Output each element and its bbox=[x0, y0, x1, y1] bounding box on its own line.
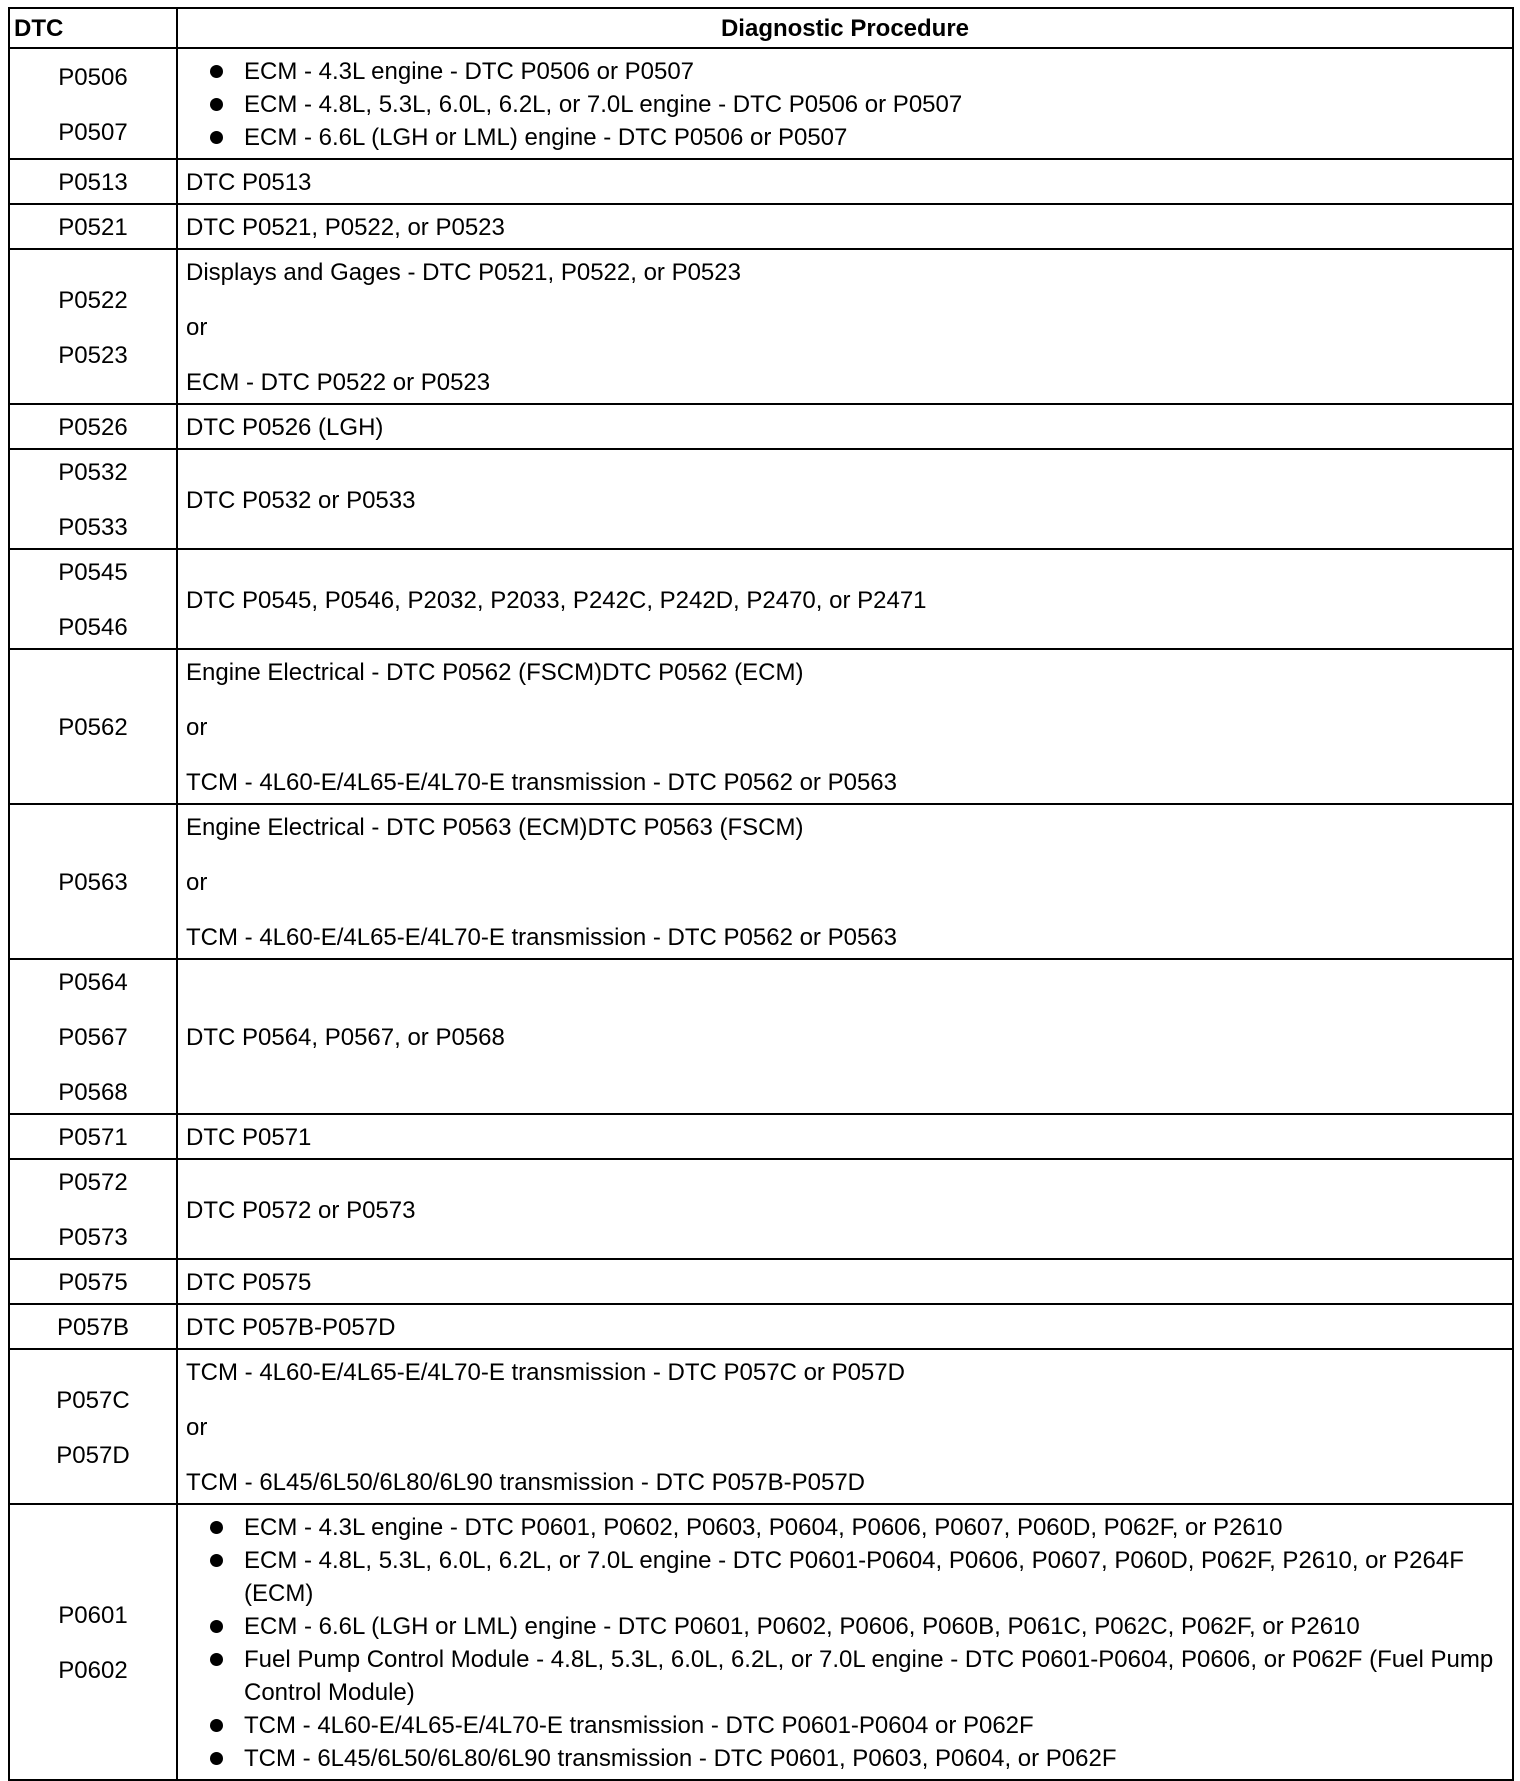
dtc-cell bbox=[9, 1259, 177, 1304]
procedure-line: DTC P0513 bbox=[186, 169, 312, 196]
procedure-bullet-item: TCM - 6L45/6L50/6L80/6L90 transmission - DTC P0601, P0603, P0604, or P062F bbox=[186, 1742, 1504, 1775]
dtc-cell bbox=[9, 1349, 177, 1504]
dtc-cell bbox=[9, 48, 177, 159]
line-gap bbox=[186, 344, 1504, 366]
dtc-code: P057C bbox=[56, 1386, 130, 1414]
dtc-cell bbox=[9, 1114, 177, 1159]
dtc-code: P0532 bbox=[58, 459, 128, 486]
line-gap bbox=[186, 289, 1504, 311]
table-row bbox=[9, 1159, 1513, 1259]
dtc-cell bbox=[9, 549, 177, 649]
dtc-code: P0513 bbox=[58, 169, 128, 196]
procedure-line: Displays and Gages - DTC P0521, P0522, or P0523 bbox=[186, 259, 741, 286]
procedure-cell bbox=[177, 249, 1513, 404]
dtc-code: P0526 bbox=[58, 414, 128, 441]
dtc-code: P0575 bbox=[58, 1269, 128, 1296]
procedure-bullet-item: ECM - 4.3L engine - DTC P0601, P0602, P0603, P0604, P0606, P0607, P060D, P062F, or P2610 bbox=[186, 1511, 1504, 1544]
dtc-code: P0563 bbox=[58, 869, 128, 896]
procedure-bullet-item: ECM - 6.6L (LGH or LML) engine - DTC P0601, P0602, P0606, P060B, P061C, P062C, P062F, or P2610 bbox=[186, 1610, 1504, 1643]
dtc-code: P0571 bbox=[58, 1124, 128, 1151]
dtc-code: P0521 bbox=[58, 214, 128, 241]
procedure-cell bbox=[177, 1504, 1513, 1780]
dtc-code: P0506 bbox=[58, 63, 128, 91]
procedure-line: DTC P0545, P0546, P2032, P2033, P242C, P242D, P2470, or P2471 bbox=[186, 586, 927, 614]
table-row bbox=[9, 549, 1513, 649]
procedure-cell bbox=[177, 804, 1513, 959]
table-row bbox=[9, 449, 1513, 549]
dtc-code: P0545 bbox=[58, 559, 128, 586]
procedure-line: DTC P057B-P057D bbox=[186, 1314, 396, 1341]
table-row bbox=[9, 959, 1513, 1114]
table-row bbox=[9, 1114, 1513, 1159]
procedure-line: TCM - 4L60-E/4L65-E/4L70-E transmission - DTC P0562 or P0563 bbox=[186, 924, 897, 951]
table-row bbox=[9, 48, 1513, 159]
procedure-line: Engine Electrical - DTC P0562 (FSCM)DTC P0562 (ECM) bbox=[186, 659, 804, 686]
dtc-cell bbox=[9, 959, 177, 1114]
procedure-line: DTC P0526 (LGH) bbox=[186, 414, 384, 441]
dtc-cell bbox=[9, 1159, 177, 1259]
dtc-code: P0567 bbox=[58, 1024, 128, 1051]
procedure-line: DTC P0564, P0567, or P0568 bbox=[186, 1024, 505, 1051]
procedure-cell bbox=[177, 649, 1513, 804]
line-gap bbox=[186, 689, 1504, 711]
table-row bbox=[9, 204, 1513, 249]
procedure-or-separator: or bbox=[186, 869, 208, 896]
dtc-code: P0522 bbox=[58, 286, 128, 314]
line-gap bbox=[186, 899, 1504, 921]
procedure-line: Engine Electrical - DTC P0563 (ECM)DTC P0563 (FSCM) bbox=[186, 814, 804, 841]
dtc-code: P057B bbox=[56, 1314, 130, 1341]
procedure-bullet-item: TCM - 4L60-E/4L65-E/4L70-E transmission - DTC P0601-P0604 or P062F bbox=[186, 1709, 1504, 1742]
dtc-cell bbox=[9, 204, 177, 249]
procedure-cell bbox=[177, 48, 1513, 159]
procedure-or-separator: or bbox=[186, 714, 208, 741]
line-gap bbox=[186, 844, 1504, 866]
dtc-code: P0564 bbox=[58, 969, 128, 996]
procedure-cell bbox=[177, 1349, 1513, 1504]
procedure-line: TCM - 4L60-E/4L65-E/4L70-E transmission - DTC P057C or P057D bbox=[186, 1359, 905, 1386]
dtc-cell bbox=[9, 404, 177, 449]
procedure-bullet-item: ECM - 4.3L engine - DTC P0506 or P0507 bbox=[186, 55, 1504, 88]
dtc-code: P057D bbox=[56, 1441, 130, 1469]
procedure-bullet-item: ECM - 4.8L, 5.3L, 6.0L, 6.2L, or 7.0L engine - DTC P0601-P0604, P0606, P0607, P060D, P062F, P2610, or P264F (ECM) bbox=[186, 1544, 1504, 1610]
procedure-line: ECM - DTC P0522 or P0523 bbox=[186, 369, 491, 396]
procedure-cell bbox=[177, 1259, 1513, 1304]
procedure-cell bbox=[177, 959, 1513, 1114]
dtc-code: P0572 bbox=[58, 1169, 128, 1196]
dtc-table bbox=[8, 7, 1514, 1781]
dtc-code: P0507 bbox=[58, 118, 128, 146]
dtc-cell bbox=[9, 649, 177, 804]
table-row bbox=[9, 1504, 1513, 1780]
line-gap bbox=[186, 1444, 1504, 1466]
table-row bbox=[9, 1304, 1513, 1349]
table-row bbox=[9, 1349, 1513, 1504]
table-body bbox=[9, 48, 1513, 1780]
dtc-cell bbox=[9, 1304, 177, 1349]
procedure-bullet-list bbox=[186, 1511, 1504, 1775]
table-header-row bbox=[9, 8, 1513, 48]
procedure-line: DTC P0575 bbox=[186, 1269, 312, 1296]
procedure-cell bbox=[177, 449, 1513, 549]
procedure-cell bbox=[177, 1114, 1513, 1159]
table-row bbox=[9, 404, 1513, 449]
table-row bbox=[9, 159, 1513, 204]
procedure-bullet-item: ECM - 6.6L (LGH or LML) engine - DTC P0506 or P0507 bbox=[186, 121, 1504, 154]
dtc-code: P0602 bbox=[58, 1657, 128, 1684]
line-gap bbox=[186, 744, 1504, 766]
dtc-column-header: DTC bbox=[9, 8, 177, 48]
dtc-cell bbox=[9, 249, 177, 404]
procedure-bullet-item: Fuel Pump Control Module - 4.8L, 5.3L, 6.0L, 6.2L, or 7.0L engine - DTC P0601-P0604, P0606, or P062F (Fuel Pump Control Module) bbox=[186, 1643, 1504, 1709]
dtc-cell bbox=[9, 449, 177, 549]
procedure-line: DTC P0572 or P0573 bbox=[186, 1196, 416, 1224]
line-gap bbox=[186, 1389, 1504, 1411]
procedure-cell bbox=[177, 1159, 1513, 1259]
dtc-cell bbox=[9, 1504, 177, 1780]
procedure-line: DTC P0571 bbox=[186, 1124, 312, 1151]
procedure-column-header: Diagnostic Procedure bbox=[177, 8, 1513, 48]
procedure-cell bbox=[177, 404, 1513, 449]
dtc-code: P0568 bbox=[58, 1079, 128, 1106]
dtc-code: P0533 bbox=[58, 514, 128, 541]
dtc-code: P0601 bbox=[58, 1602, 128, 1629]
procedure-bullet-item: ECM - 4.8L, 5.3L, 6.0L, 6.2L, or 7.0L engine - DTC P0506 or P0507 bbox=[186, 88, 1504, 121]
procedure-cell bbox=[177, 204, 1513, 249]
dtc-code: P0523 bbox=[58, 341, 128, 369]
procedure-cell bbox=[177, 1304, 1513, 1349]
procedure-or-separator: or bbox=[186, 1414, 208, 1441]
procedure-line: DTC P0532 or P0533 bbox=[186, 486, 416, 514]
dtc-cell bbox=[9, 804, 177, 959]
dtc-code: P0573 bbox=[58, 1224, 128, 1251]
table-row bbox=[9, 1259, 1513, 1304]
procedure-or-separator: or bbox=[186, 314, 208, 341]
dtc-code: P0562 bbox=[58, 714, 128, 741]
table-row bbox=[9, 649, 1513, 804]
table-row bbox=[9, 804, 1513, 959]
dtc-cell bbox=[9, 159, 177, 204]
procedure-cell bbox=[177, 159, 1513, 204]
procedure-line: DTC P0521, P0522, or P0523 bbox=[186, 214, 505, 241]
table-row bbox=[9, 249, 1513, 404]
procedure-cell bbox=[177, 549, 1513, 649]
procedure-bullet-list bbox=[186, 55, 1504, 154]
procedure-line: TCM - 6L45/6L50/6L80/6L90 transmission - DTC P057B-P057D bbox=[186, 1469, 866, 1496]
dtc-procedure-document bbox=[8, 7, 1512, 1781]
dtc-code: P0546 bbox=[58, 614, 128, 641]
procedure-line: TCM - 4L60-E/4L65-E/4L70-E transmission - DTC P0562 or P0563 bbox=[186, 769, 897, 796]
